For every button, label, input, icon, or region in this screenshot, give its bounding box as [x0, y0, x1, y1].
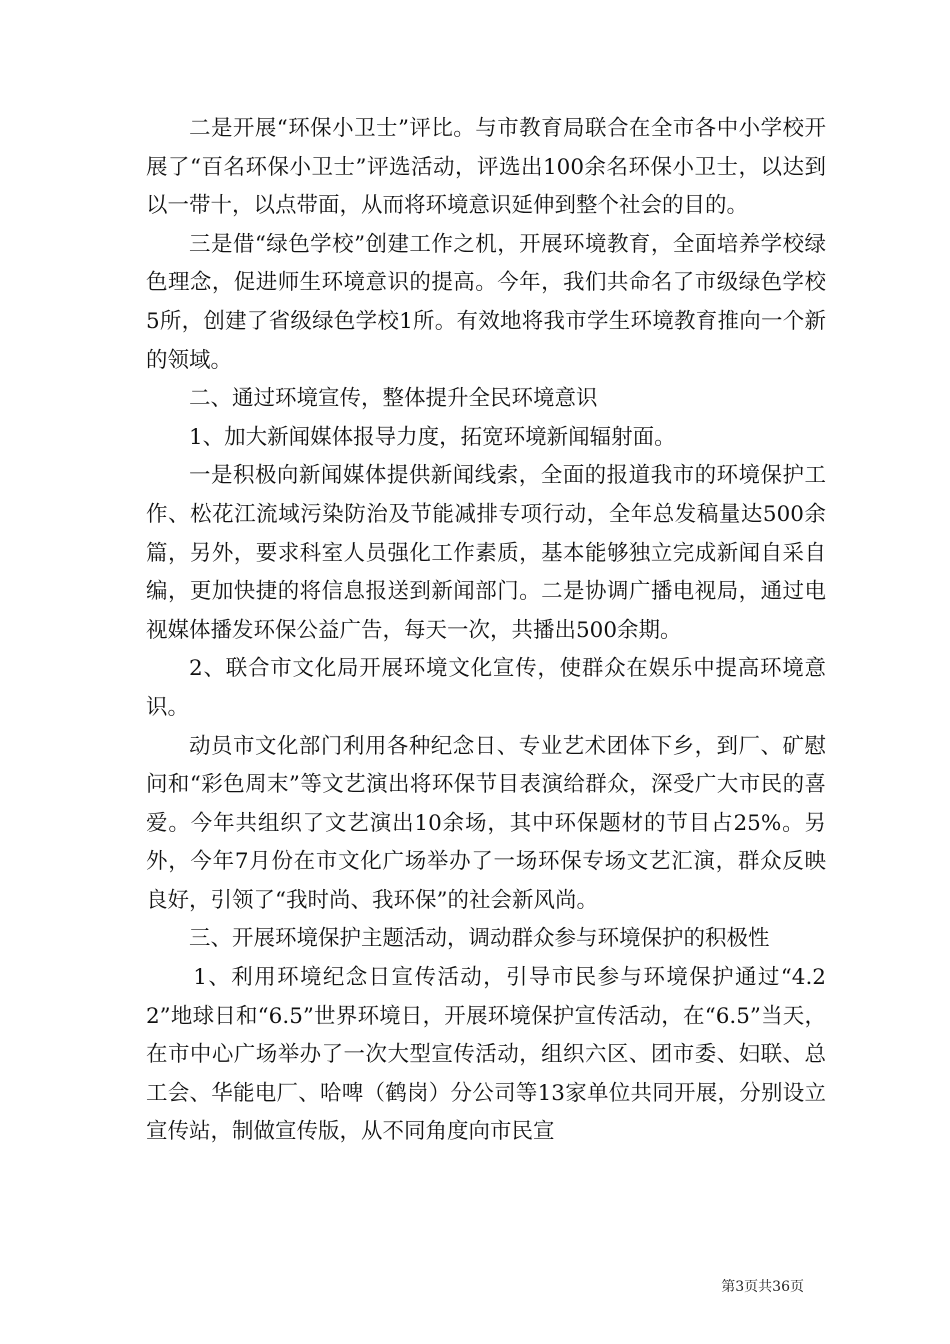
paragraph-3: 一是积极向新闻媒体提供新闻线索，全面的报道我市的环境保护工作、松花江流域污染防治及节能减排专项行动，全年总发稿量达500余篇，另外，要求科室人员强化工作素质，基本能够独立完成新闻自采自编，更加快捷的将信息报送到新闻部门。二是协调广播电视局，通过电视媒体播发环保公益广告，每天一次，共播出500余期。 [146, 463, 826, 643]
document-body [146, 110, 826, 1152]
section-heading-3: 三、开展环境保护主题活动，调动群众参与环境保护的积极性 [189, 926, 770, 952]
subheading-2-1: 1、加大新闻媒体报导力度，拓宽环境新闻辐射面。 [189, 424, 676, 450]
paragraph-5: 1、利用环境纪念日宣传活动，引导市民参与环境保护通过“4.22”地球日和“6.5”世界环境日，开展环境保护宣传活动，在“6.5”当天，在市中心广场举办了一次大型宣传活动，组织六区、团市委、妇联、总工会、华能电厂、哈啤（鹤岗）分公司等13家单位共同开展，分别设立宣传站，制做宣传版，从不同角度向市民宣 [146, 965, 826, 1145]
page-number: 第3页共36页 [721, 1279, 804, 1295]
paragraph-2: 三是借“绿色学校”创建工作之机，开展环境教育，全面培养学校绿色理念，促进师生环境意识的提高。今年，我们共命名了市级绿色学校5所，创建了省级绿色学校1所。有效地将我市学生环境教育推向一个新的领域。 [146, 231, 826, 373]
subheading-2-2: 2、联合市文化局开展环境文化宣传，使群众在娱乐中提高环境意识。 [146, 656, 826, 720]
section-heading-2: 二、通过环境宣传，整体提升全民环境意识 [189, 386, 598, 412]
paragraph-1: 二是开展“环保小卫士”评比。与市教育局联合在全市各中小学校开展了“百名环保小卫士”评选活动，评选出100余名环保小卫士，以达到以一带十，以点带面，从而将环境意识延伸到整个社会的目的。 [146, 116, 826, 219]
paragraph-4: 动员市文化部门利用各种纪念日、专业艺术团体下乡，到厂、矿慰问和“彩色周末”等文艺演出将环保节目表演给群众，深受广大市民的喜爱。今年共组织了文艺演出10余场，其中环保题材的节目占25%。另外，今年7月份在市文化广场举办了一场环保专场文艺汇演，群众反映良好，引领了“我时尚、我环保”的社会新风尚。 [146, 733, 826, 913]
